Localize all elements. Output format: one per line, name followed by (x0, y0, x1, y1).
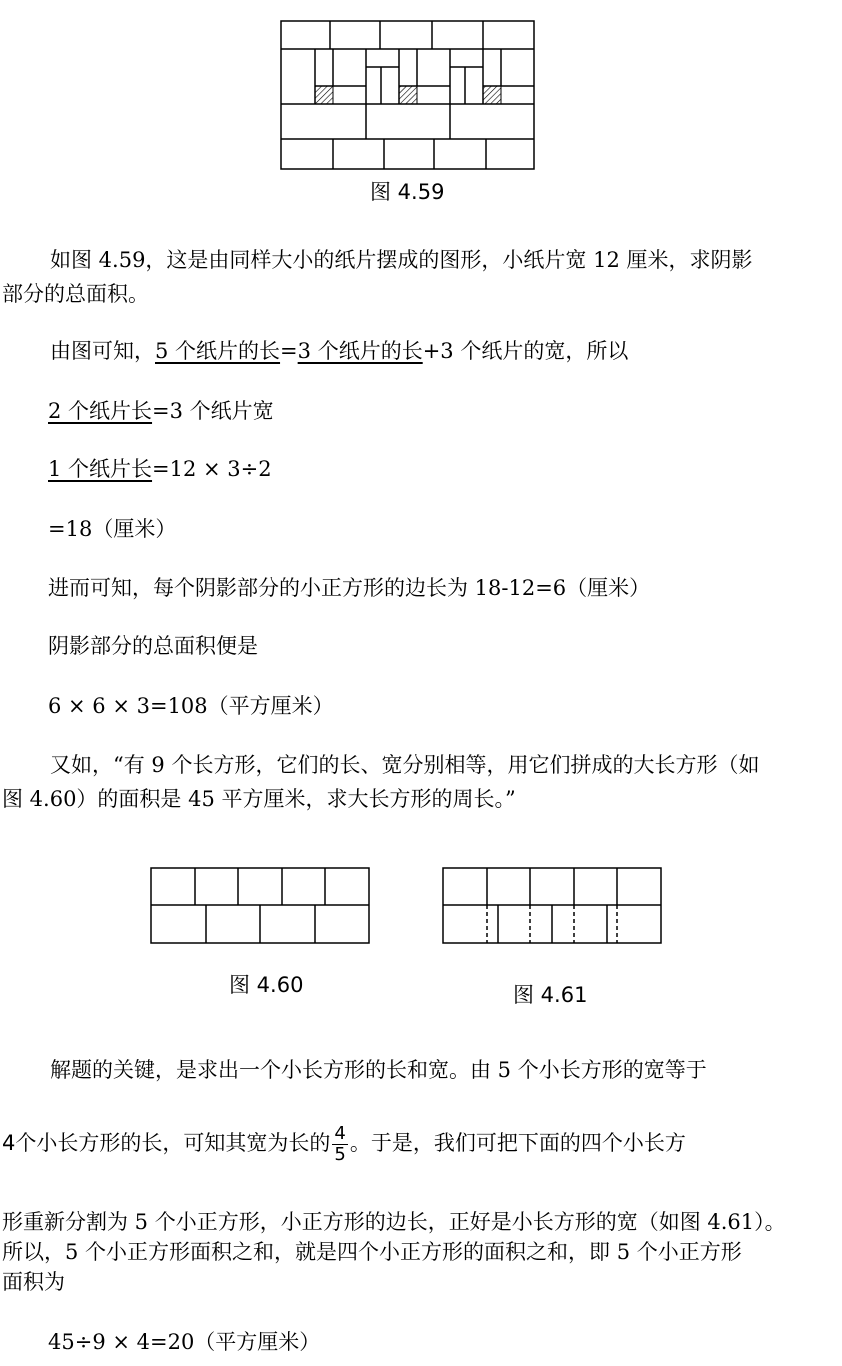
text: =12 × 3÷2 (152, 457, 272, 481)
paragraph: 图 4.60）的面积是 45 平方厘米，求大长方形的周长。” (2, 787, 516, 811)
paragraph: 面积为 (2, 1270, 65, 1294)
paragraph: 形重新分割为 5 个小正方形，小正方形的边长，正好是小长方形的宽（如图 4.61）。 (2, 1210, 786, 1234)
underlined-text: 3 个纸片的长 (297, 339, 423, 363)
figure-4-60 (0, 855, 842, 955)
text: 由图可知， (50, 339, 155, 363)
figure-caption: 图 4.61 (513, 983, 588, 1007)
paragraph: 阴影部分的总面积便是 (48, 634, 258, 658)
paragraph (50, 337, 628, 365)
figure-4-59 (0, 0, 842, 180)
paragraph (48, 397, 274, 425)
paragraph: 进而可知，每个阴影部分的小正方形的边长为 18-12=6（厘米） (48, 576, 651, 600)
paragraph: 解题的关键，是求出一个小长方形的长和宽。由 5 个小长方形的宽等于 (50, 1058, 707, 1082)
paragraph (2, 1115, 686, 1171)
paragraph: 6 × 6 × 3=108（平方厘米） (48, 694, 334, 718)
paragraph (48, 455, 272, 483)
underlined-text: 1 个纸片长 (48, 457, 153, 481)
fraction (332, 1124, 347, 1165)
fraction-denominator: 5 (334, 1143, 346, 1165)
paragraph: =18（厘米） (48, 517, 177, 541)
paragraph: 45÷9 × 4=20（平方厘米） (48, 1330, 321, 1354)
figure-caption: 图 4.59 (370, 180, 445, 204)
text: = (280, 339, 298, 363)
underlined-text: 5 个纸片的长 (155, 339, 281, 363)
text: =3 个纸片宽 (152, 399, 274, 423)
text: +3 个纸片的宽，所以 (422, 339, 629, 363)
paragraph: 所以，5 个小正方形面积之和，就是四个小正方形的面积之和，即 5 个小正方形 (2, 1240, 742, 1264)
figure-caption: 图 4.60 (229, 973, 304, 997)
text: 4个小长方形的长，可知其宽为长的 (2, 1131, 331, 1155)
underlined-text: 2 个纸片长 (48, 399, 153, 423)
shaded-square (483, 86, 501, 104)
text: 。于是，我们可把下面的四个小长方 (349, 1131, 686, 1155)
paragraph: 部分的总面积。 (2, 282, 149, 306)
fraction-numerator: 4 (334, 1122, 346, 1144)
shaded-square (399, 86, 417, 104)
paragraph: 如图 4.59，这是由同样大小的纸片摆成的图形，小纸片宽 12 厘米，求阴影 (50, 248, 753, 272)
shaded-square (315, 86, 333, 104)
paragraph: 又如，“有 9 个长方形，它们的长、宽分别相等，用它们拼成的大长方形（如 (50, 753, 760, 777)
